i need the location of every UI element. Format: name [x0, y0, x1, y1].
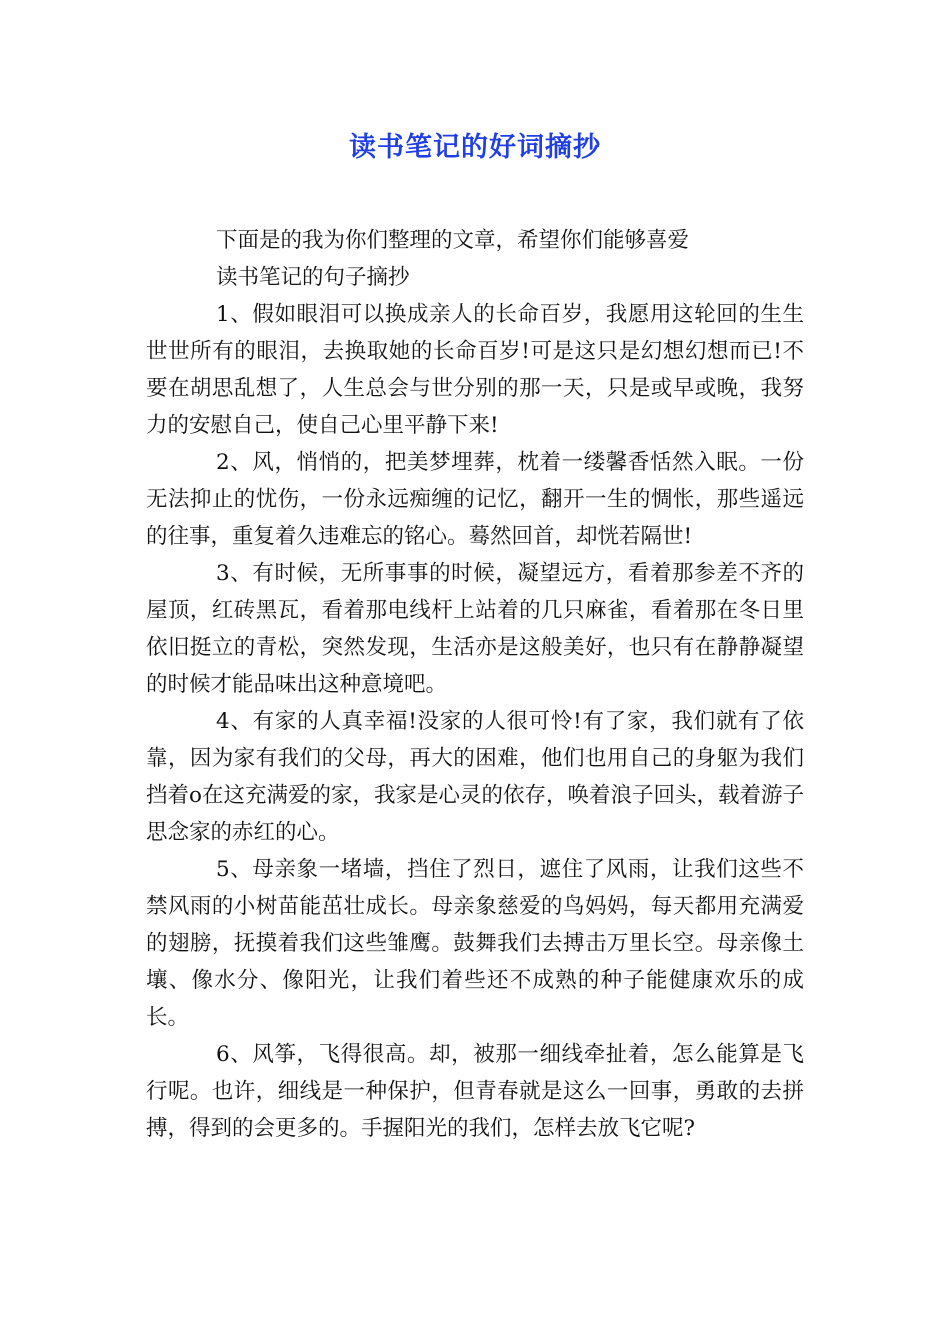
paragraph-1: 1、假如眼泪可以换成亲人的长命百岁，我愿用这轮回的生生世世所有的眼泪，去换取她的长命百岁!可是这只是幻想幻想而已!不要在胡思乱想了，人生总会与世分别的那一天，只是或早或晚，我努力的安慰自己，使自己心里平静下来!: [146, 302, 804, 438]
paragraph-4: 4、有家的人真幸福!没家的人很可怜!有了家，我们就有了依靠，因为家有我们的父母，再大的困难，他们也用自己的身躯为我们挡着o在这充满爱的家，我家是心灵的依存，唤着浪子回头，载着游子思念家的赤红的心。: [146, 709, 804, 845]
document-body: [146, 222, 804, 1147]
paragraph-3: 3、有时候，无所事事的时候，凝望远方，看着那参差不齐的屋顶，红砖黑瓦，看着那电线杆上站着的几只麻雀，看着那在冬日里依旧挺立的青松，突然发现，生活亦是这般美好，也只有在静静凝望的时候才能品味出这种意境吧。: [146, 561, 804, 697]
paragraph-6: 6、风筝，飞得很高。却，被那一细线牵扯着，怎么能算是飞行呢。也许，细线是一种保护，但青春就是这么一回事，勇敢的去拼搏，得到的会更多的。手握阳光的我们，怎样去放飞它呢?: [146, 1042, 804, 1141]
document-title: 读书笔记的好词摘抄: [349, 132, 601, 163]
paragraph-5: 5、母亲象一堵墙，挡住了烈日，遮住了风雨，让我们这些不禁风雨的小树苗能茁壮成长。母亲象慈爱的鸟妈妈，每天都用充满爱的翅膀，抚摸着我们这些雏鹰。鼓舞我们去搏击万里长空。母亲像土壤、像水分、像阳光，让我们着些还不成熟的种子能健康欢乐的成长。: [146, 857, 804, 1030]
paragraph-2: 2、风，悄悄的，把美梦埋葬，枕着一缕馨香恬然入眠。一份无法抑止的忧伤，一份永远痴缠的记忆，翻开一生的惆怅，那些遥远的往事，重复着久违难忘的铭心。蓦然回首，却恍若隔世!: [146, 450, 804, 549]
section-heading: 读书笔记的句子摘抄: [216, 265, 410, 290]
intro-paragraph: 下面是的我为你们整理的文章，希望你们能够喜爱: [216, 228, 690, 253]
